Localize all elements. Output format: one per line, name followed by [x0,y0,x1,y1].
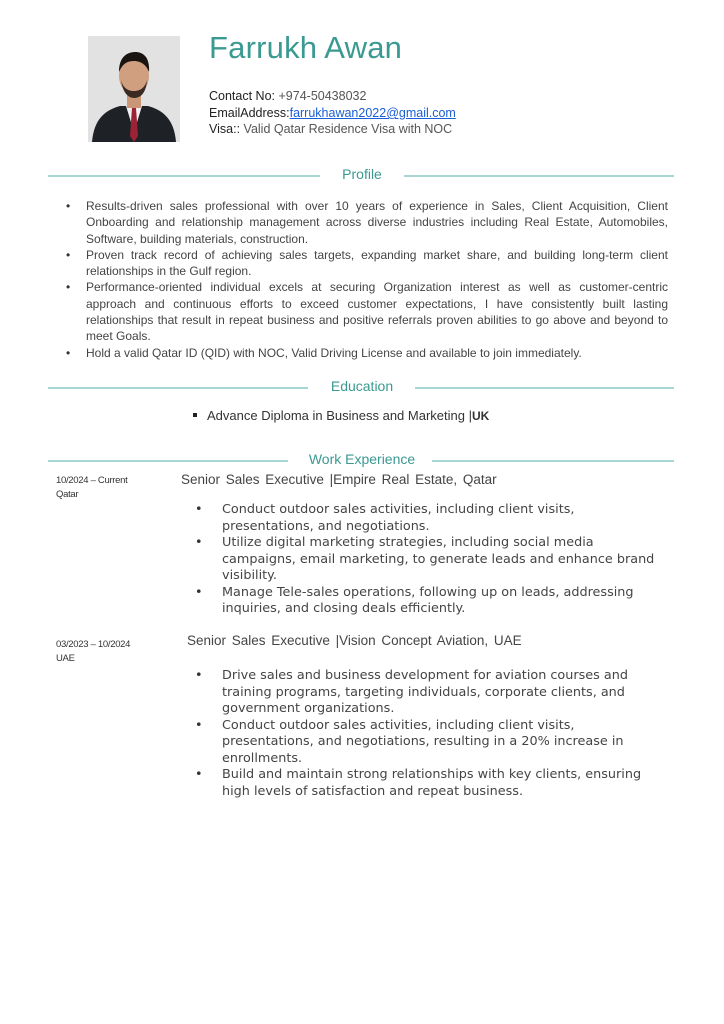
email-row [209,106,456,120]
job-duty-item: • Conduct outdoor sales activities, including client visits, presentations, and negotiations, resulting in a 20% increase in enrollments. [195,718,665,768]
contact-value: +974-50438032 [278,89,367,103]
contact-label: Contact No: [209,89,276,103]
job-duty-item: • Manage Tele-sales operations, following up on leads, addressing inquiries, and closing deals efficiently. [195,585,665,618]
profile-item: • Results-driven sales professional with over 10 years of experience in Sales, Client Acquisition, Client Onboarding and relationship management across diverse industries including Real Estate, Automobiles, Software, building materials, construction. [66,198,668,247]
section-title-profile: Profile [342,166,382,182]
visa-row [209,122,452,136]
profile-section-header [48,165,674,185]
email-label: EmailAddress: [209,106,290,120]
job-duty-item: • Conduct outdoor sales activities, including client visits, presentations, and negotiations. [195,502,665,535]
profile-item: • Proven track record of achieving sales targets, expanding market share, and building long-term client relationships in the Gulf region. [66,247,668,280]
profile-item: • Hold a valid Qatar ID (QID) with NOC, Valid Driving License and available to join immediately. [66,345,668,361]
divider-line-left [48,387,308,389]
section-title-work: Work Experience [308,451,416,467]
email-link[interactable]: farrukhawan2022@gmail.com [289,106,456,120]
contact-number-row [209,89,366,103]
work-section-header [48,450,674,470]
job-duty-item: • Drive sales and business development for aviation courses and training programs, targeting individuals, corporate clients, and government organizations. [195,668,665,718]
job-title: Senior Sales Executive |Vision Concept Aviation, UAE [187,633,522,648]
job-duty-item: • Build and maintain strong relationships with key clients, ensuring high levels of satisfaction and repeat business. [195,767,665,800]
job-duty-item: • Utilize digital marketing strategies, including social media campaigns, email marketing, to generate leads and enhance brand visibility. [195,535,665,585]
job-location: UAE [56,653,75,664]
job-location: Qatar [56,489,79,500]
divider-line-right [415,387,674,389]
education-item [193,408,489,423]
divider-line-right [432,460,674,462]
job-duties-list [195,668,665,800]
profile-photo [88,36,180,142]
education-degree: Advance Diploma in Business and Marketing | [207,408,472,423]
job-dates-block [56,638,130,666]
profile-list [66,198,668,361]
education-country: UK [471,409,490,423]
visa-value: Valid Qatar Residence Visa with NOC [243,122,453,136]
divider-line-left [48,460,288,462]
visa-label: Visa:: [209,122,241,136]
divider-line-left [48,175,320,177]
section-title-education: Education [330,378,394,394]
job-dates-block [56,474,127,502]
candidate-name: Farrukh Awan [209,30,403,65]
job-dates: 10/2024 – Current [56,475,128,486]
job-duties-list [195,502,665,618]
education-section-header [48,377,674,397]
job-title: Senior Sales Executive |Empire Real Estate, Qatar [181,472,497,487]
square-bullet-icon [193,413,197,417]
job-dates: 03/2023 – 10/2024 [56,639,131,650]
profile-item: • Performance-oriented individual excels at securing Organization interest as well as customer-centric approach and continuous efforts to exceed customer expectations, I have consistently built lasting relationships that result in repeat business and positive referrals proven abilities to go above and beyond to meet Goals. [66,279,668,344]
divider-line-right [404,175,674,177]
